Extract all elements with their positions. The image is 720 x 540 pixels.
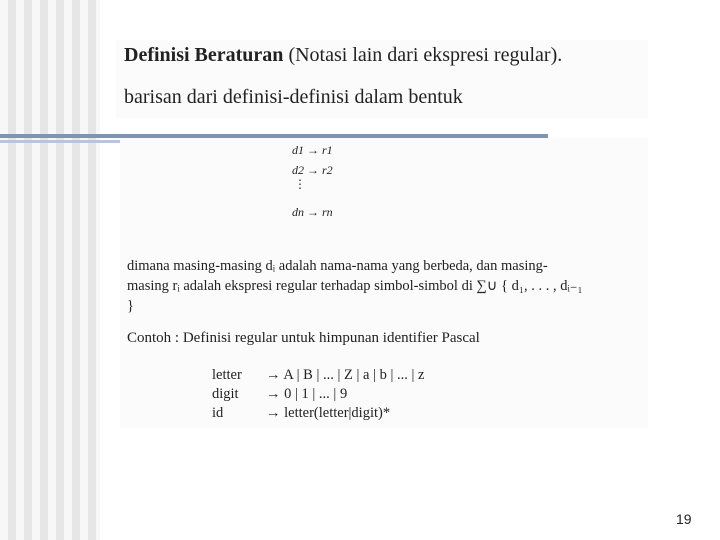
page-number: 19 — [676, 511, 692, 527]
rule-name: digit — [212, 386, 239, 402]
vertical-dots: ⋮ — [294, 177, 306, 191]
definition-row: dn → rn — [292, 205, 333, 219]
slide-subtitle: barisan dari definisi-definisi dalam bentuk — [124, 86, 463, 108]
rule-name: id — [212, 405, 224, 421]
rule-body: → letter(letter|digit)* — [266, 405, 391, 421]
paragraph-line: dimana masing-masing dᵢ adalah nama-nama yang berbeda, dan masing- — [127, 258, 548, 274]
rule-row — [212, 385, 424, 404]
definition-row: d2 → r2 — [292, 163, 333, 177]
rule-row — [212, 366, 424, 385]
definition-row: d1 → r1 — [292, 143, 333, 157]
title-rest: (Notasi lain dari ekspresi regular). — [288, 44, 563, 66]
slide-header — [116, 40, 648, 118]
slide-title — [124, 44, 562, 67]
rule-body: → 0 | 1 | ... | 9 — [266, 386, 348, 402]
decorative-stripes — [0, 0, 100, 540]
paragraph-line: } — [127, 298, 134, 314]
rule-name: letter — [212, 367, 242, 383]
rule-row — [212, 404, 424, 423]
header-divider-accent — [0, 140, 120, 143]
title-bold: Definisi Beraturan — [124, 44, 284, 66]
example-heading: Contoh : Definisi regular untuk himpunan identifier Pascal — [127, 330, 480, 346]
definition-list — [292, 140, 333, 222]
paragraph-line: masing rᵢ adalah ekspresi regular terhadap simbol-simbol di ∑∪ { d₁, . . . , dᵢ₋₁ — [127, 278, 583, 294]
rule-body: → A | B | ... | Z | a | b | ... | z — [266, 367, 425, 383]
explanation-paragraph — [127, 256, 647, 316]
regular-definition-rules — [212, 366, 424, 423]
slide-content — [120, 138, 648, 428]
